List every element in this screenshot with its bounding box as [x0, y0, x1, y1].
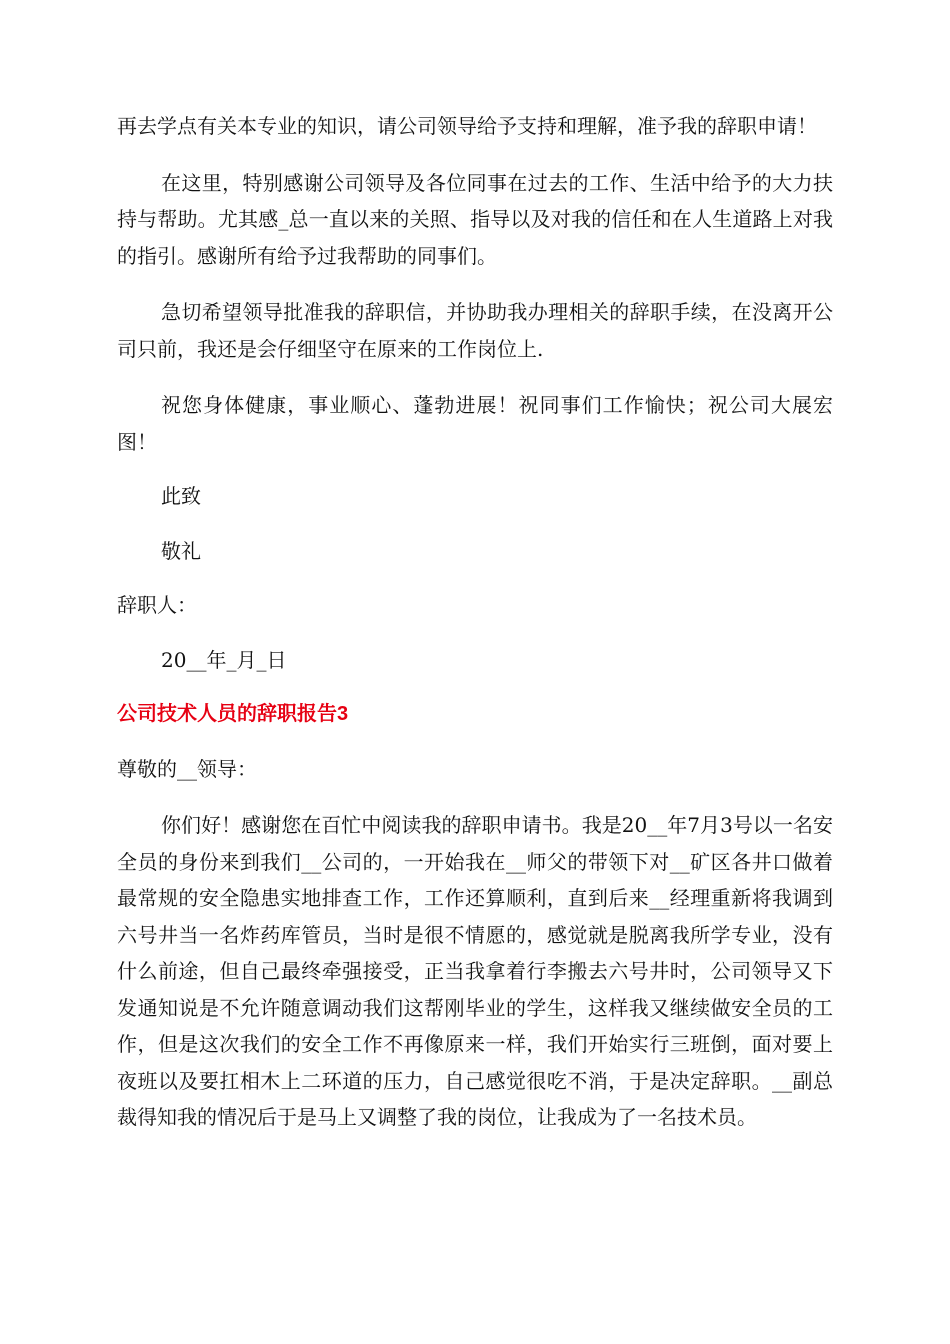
salutation: 尊敬的__领导： — [117, 756, 257, 781]
paragraph-body: 你们好！感谢您在百忙中阅读我的辞职申请书。我是20__年7月3号以一名安全员的身份来到我们__公司的，一开始我在__师父的带领下对__矿区各井口做着最常规的安全隐患实地排查工作，工作还算顺利，直到后来__经理重新将我调到六号井当一名炸药库管员，当时是很不情愿的，感觉就是脱离我所学专业，没有什么前途，但自己最终牵强接受，正当我拿着行李搬去六号井时，公司领导又下发通知说是不允许随意调动我们这帮刚毕业的学生，这样我又继续做安全员的工作，但是这次我们的安全工作不再像原来一样，我们开始实行三班倒，面对要上夜班以及要扛相木上二环道的压力，自己感觉很吃不消，于是决定辞职。__副总裁得知我的情况后于是马上又调整了我的岗位，让我成为了一名技术员。 — [117, 813, 833, 1129]
section-heading: 公司技术人员的辞职报告3 — [117, 703, 349, 725]
document-body — [117, 108, 833, 1136]
closing-cizhi: 此致 — [161, 484, 201, 508]
date-line: 20__年_月_日 — [161, 647, 287, 672]
signer-label: 辞职人： — [117, 593, 197, 617]
paragraph-wishes: 祝您身体健康，事业顺心、蓬勃进展！祝同事们工作愉快；祝公司大展宏图！ — [117, 393, 833, 454]
paragraph-thanks: 在这里，特别感谢公司领导及各位同事在过去的工作、生活中给予的大力扶持与帮助。尤其感_总一直以来的关照、指导以及对我的信任和在人生道路上对我的指引。感谢所有给予过我帮助的同事们。 — [117, 170, 833, 268]
paragraph-continuation: 再去学点有关本专业的知识，请公司领导给予支持和理解，准予我的辞职申请！ — [117, 114, 817, 138]
closing-jingli: 敬礼 — [161, 538, 201, 563]
paragraph-request: 急切希望领导批准我的辞职信，并协助我办理相关的辞职手续，在没离开公司只前，我还是会仔细坚守在原来的工作岗位上. — [117, 300, 833, 361]
